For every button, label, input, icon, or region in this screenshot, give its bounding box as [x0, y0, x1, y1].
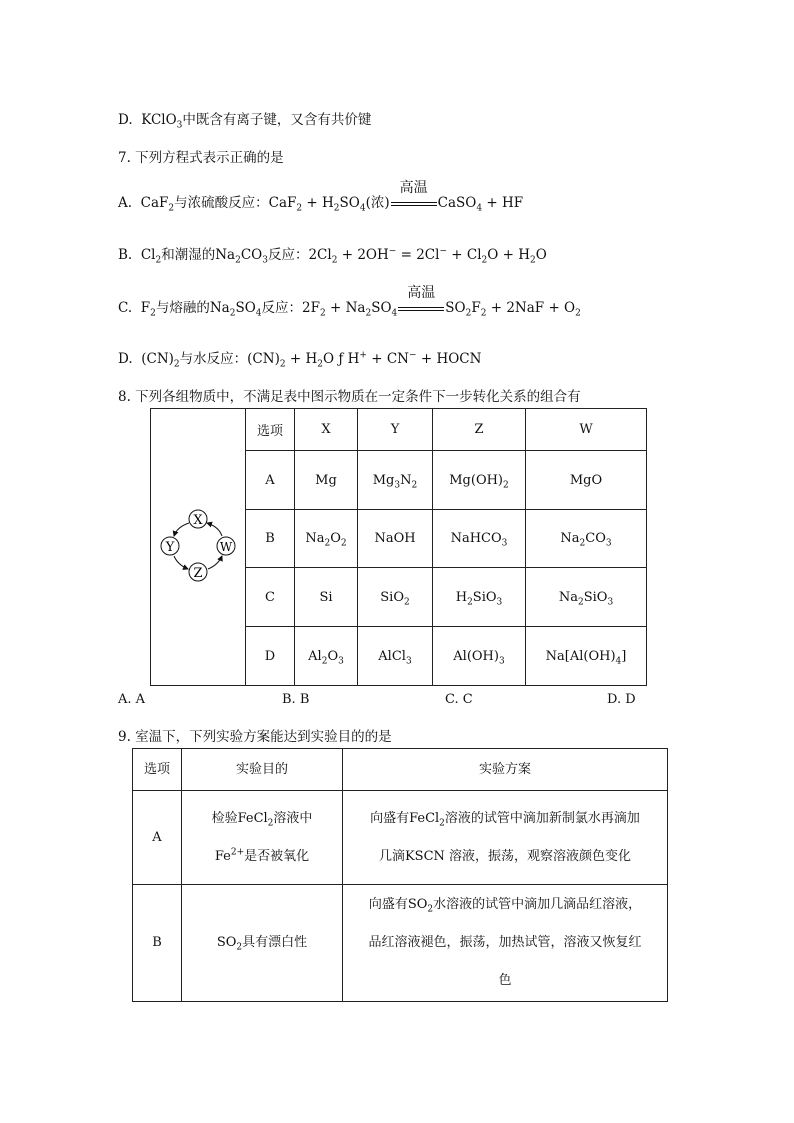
table-row: D $Al_2O_3$ AlCl$_3$ $Al(OH)_3$ $Na[Al(OH)_4]$ [151, 627, 647, 686]
q8-table: X Y W Z 选项 X Y Z W A Mg $Mg_3N_2$ $Mg(OH)_2$ MgO B $Na_2O_2$ NaOH NaHCO$_3$ $Na_2CO_3$ C Si SiO$_2$ $H_2SiO_3$ $Na_2SiO_3$ D $Al_2O_3$ AlCl$_3$ $Al(OH)_3$ $Na[Al(OH)_4]$ [150, 408, 647, 686]
table-row: B $Na_2O_2$ NaOH NaHCO$_3$ $Na_2CO_3$ [151, 510, 647, 568]
node-x: X [193, 513, 203, 528]
arrow-y-z [174, 556, 188, 569]
q8-option-d: D. D [607, 692, 636, 707]
condition-arrow: 高温 [398, 300, 444, 316]
q8-option-c: C. C [445, 692, 473, 707]
table-row: C Si SiO$_2$ $H_2SiO_3$ $Na_2SiO_3$ [151, 568, 647, 627]
q7-option-a: A. CaF$_2$与浓硫酸反应：$CaF_2 + H_2SO_4$(浓) 高温 CaSO$_4$ + HF [118, 180, 524, 214]
condition-arrow: 高温 [391, 195, 437, 211]
node-w: W [219, 540, 233, 554]
q9-stem: 9. 室温下，下列实验方案能达到实验目的的是 [118, 729, 392, 745]
table-row: B $SO_2$具有漂白性 向盛有$SO_2$水溶液的试管中滴加几滴品红溶液， 品红溶液褪色，振荡，加热试管，溶液又恢复红 色 [133, 885, 668, 1002]
q7-option-d: D. $(CN)_2$与水反应：$(CN)_2 + H_2O$ ƒ H+ + CN− + HOCN [118, 350, 482, 370]
table-row: A 检验FeCl$_2$溶液中 $Fe^{2+}$是否被氧化 向盛有FeCl$_2$溶液的试管中滴加新制氯水再滴加 几滴KSCN 溶液，振荡，观察溶液颜色变化 [133, 791, 668, 885]
q7-stem: 7. 下列方程式表示正确的是 [118, 150, 284, 166]
q8-stem: 8. 下列各组物质中，不满足表中图示物质在一定条件下一步转化关系的组合有 [118, 389, 581, 405]
cycle-diagram-cell [151, 409, 246, 686]
arrow-x-y [174, 523, 189, 536]
arrow-z-w [208, 556, 222, 569]
q6-option-d: D. KClO$_3$中既含有离子键，又含有共价键 [118, 112, 372, 131]
node-y: Y [165, 540, 175, 555]
q9-table: 选项 实验目的 实验方案 A 检验FeCl$_2$溶液中 $Fe^{2+}$是否被氧化 向盛有FeCl$_2$溶液的试管中滴加新制氯水再滴加 几滴KSCN 溶液，振荡，观察溶液颜色变化 B $SO_2$具有漂白性 向盛有$SO_2$水溶液的试管中滴加几滴品红溶液， 品红溶液褪色，振荡，加热试管，溶液又恢复红 色 [132, 748, 668, 1002]
q8-option-b: B. B [282, 692, 310, 707]
arrow-w-x [207, 523, 222, 536]
q7-option-c: C. $F_2$与熔融的$Na_2SO_4$反应：$2F_2 + Na_2SO_4$ 高温 $SO_2F_2 + 2NaF + O_2$ [118, 285, 581, 319]
table-row: A Mg $Mg_3N_2$ $Mg(OH)_2$ MgO [151, 451, 647, 510]
conversion-cycle-diagram [153, 505, 243, 585]
node-z: Z [193, 566, 203, 581]
q8-option-a: A. A [118, 692, 146, 707]
q7-option-b: B. $Cl_2$和潮湿的$Na_2CO_3$反应：$2Cl_2 + 2OH^- = 2Cl^- + Cl_2O + H_2O$ [118, 246, 547, 266]
